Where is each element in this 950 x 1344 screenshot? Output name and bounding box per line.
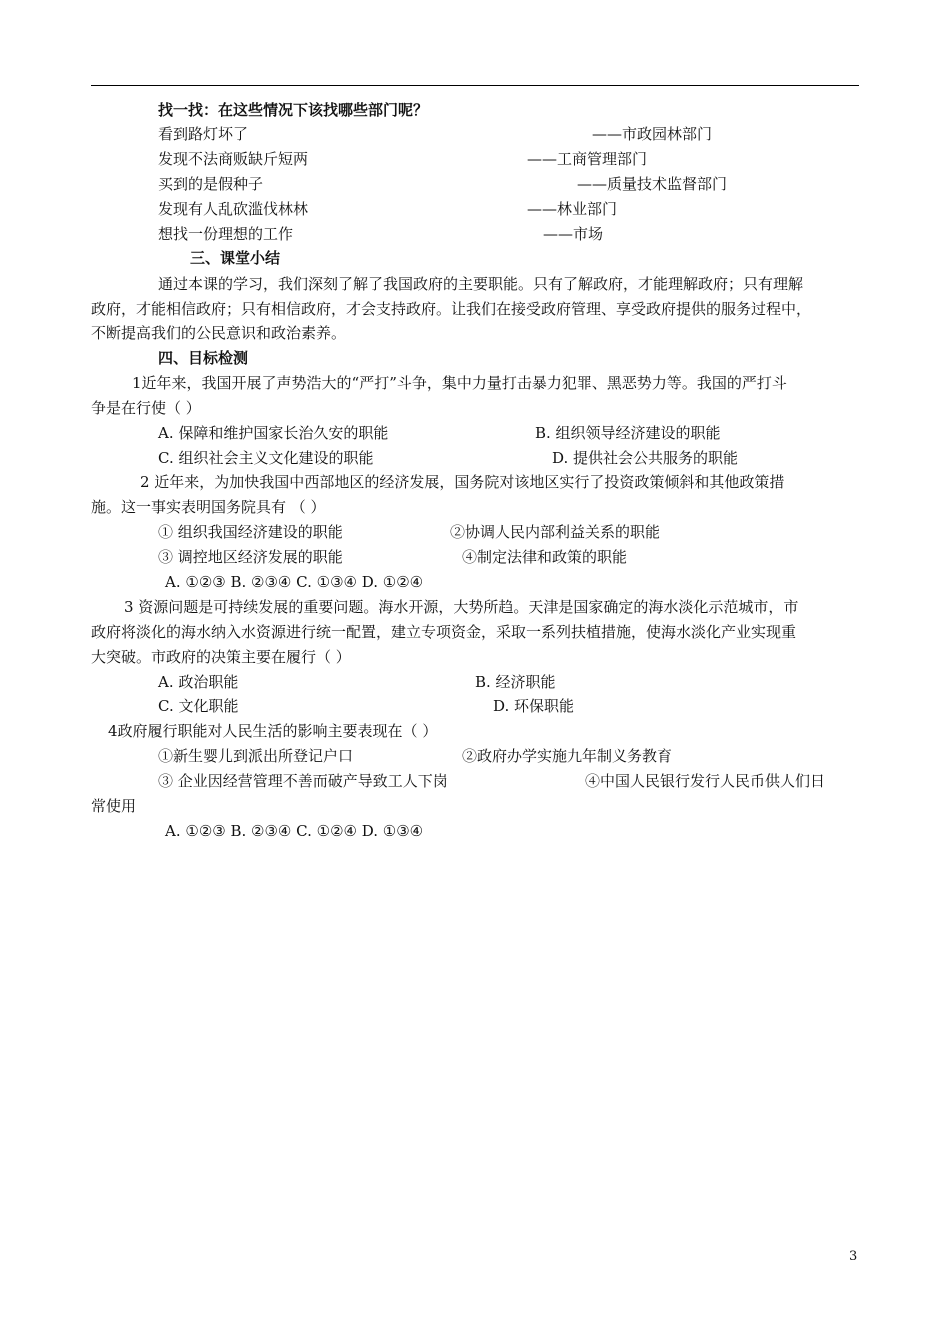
test-heading: 四、目标检测: [158, 349, 249, 367]
find-dept: ——林业部门: [527, 200, 618, 218]
page-number: 3: [849, 1249, 858, 1264]
find-situation: 想找一份理想的工作: [158, 225, 294, 243]
summary-text: 不断提高我们的公民意识和政治素养。: [91, 324, 347, 342]
question-2-item-1: ① 组织我国经济建设的职能: [158, 523, 343, 541]
find-situation: 发现有人乱砍滥伐林林: [158, 200, 309, 218]
question-4-item-2: ②政府办学实施九年制义务教育: [462, 747, 673, 765]
question-1-option-d: D. 提供社会公共服务的职能: [552, 449, 739, 467]
question-2-stem: 施。这一事实表明国务院具有 （ ）: [91, 498, 326, 516]
question-3-stem: 大突破。市政府的决策主要在履行（ ）: [91, 648, 351, 666]
find-dept: ——工商管理部门: [527, 150, 648, 168]
find-dept: ——质量技术监督部门: [577, 175, 728, 193]
question-3-stem: 3 资源问题是可持续发展的重要问题。海水开源，大势所趋。天津是国家确定的海水淡化示范城市，市: [124, 598, 799, 616]
question-3-stem: 政府将淡化的海水纳入水资源进行统一配置，建立专项资金，采取一系列扶植措施，使海水淡化产业实现重: [91, 623, 797, 641]
question-2-item-4: ④制定法律和政策的职能: [462, 548, 628, 566]
question-4-choices: A. ①②③ B. ②③④ C. ①②④ D. ①③④: [165, 822, 424, 840]
question-4-item-3: ③ 企业因经营管理不善而破产导致工人下岗: [158, 772, 448, 790]
summary-text: 通过本课的学习，我们深刻了解了我国政府的主要职能。只有了解政府，才能理解政府；只有理解: [158, 275, 804, 293]
summary-text: 政府，才能相信政府；只有相信政府，才会支持政府。让我们在接受政府管理、享受政府提供的服务过程中，: [91, 300, 812, 318]
question-1-option-b: B. 组织领导经济建设的职能: [535, 424, 721, 442]
find-dept: ——市场: [543, 225, 604, 243]
question-3-option-c: C. 文化职能: [158, 697, 239, 715]
question-2-choices: A. ①②③ B. ②③④ C. ①③④ D. ①②④: [165, 573, 424, 591]
question-1-stem: 1近年来，我国开展了声势浩大的“严打”斗争，集中力量打击暴力犯罪、黑恶势力等。我国的严打斗: [132, 374, 787, 392]
find-situation: 看到路灯坏了: [158, 125, 249, 143]
question-1-option-c: C. 组织社会主义文化建设的职能: [158, 449, 374, 467]
question-4-item-4: ④中国人民银行发行人民币供人们日: [585, 772, 826, 790]
question-2-stem: 2 近年来，为加快我国中西部地区的经济发展，国务院对该地区实行了投资政策倾斜和其他政策措: [140, 473, 785, 491]
question-3-option-a: A. 政治职能: [158, 673, 239, 691]
find-situation: 发现不法商贩缺斤短两: [158, 150, 309, 168]
question-2-item-2: ②协调人民内部利益关系的职能: [450, 523, 661, 541]
question-1-option-a: A. 保障和维护国家长治久安的职能: [158, 424, 389, 442]
question-4-stem: 4政府履行职能对人民生活的影响主要表现在（ ）: [108, 722, 438, 740]
header-rule: [91, 85, 859, 86]
question-4-item-1: ①新生婴儿到派出所登记户口: [158, 747, 354, 765]
question-1-stem: 争是在行使（ ）: [91, 399, 201, 417]
question-3-option-d: D. 环保职能: [493, 697, 575, 715]
summary-heading: 三、课堂小结: [190, 249, 281, 267]
find-situation: 买到的是假种子: [158, 175, 264, 193]
find-heading: 找一找：在这些情况下该找哪些部门呢？: [158, 101, 429, 119]
question-2-item-3: ③ 调控地区经济发展的职能: [158, 548, 343, 566]
question-3-option-b: B. 经济职能: [475, 673, 556, 691]
find-dept: ——市政园林部门: [592, 125, 713, 143]
question-4-item-4-continued: 常使用: [91, 797, 137, 815]
